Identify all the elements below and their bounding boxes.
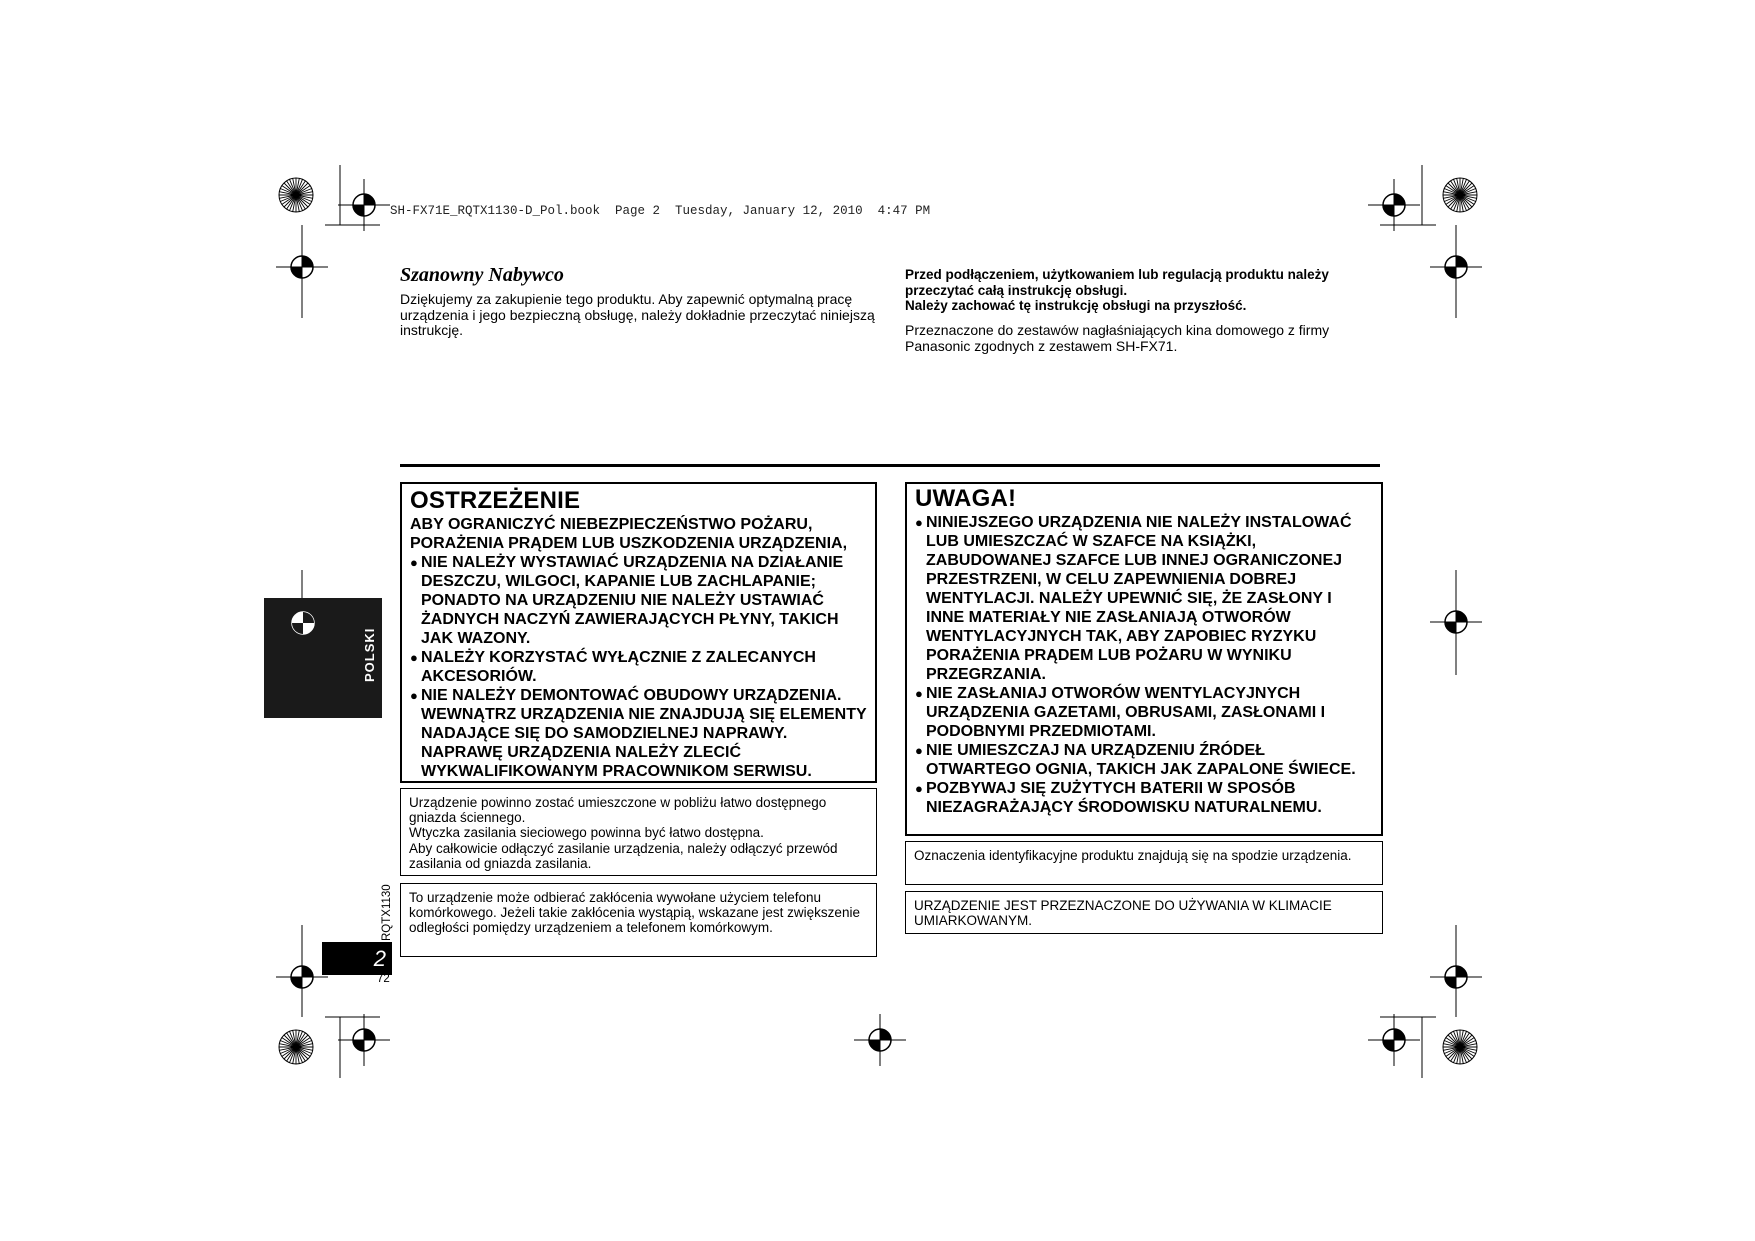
warning-body: [410, 515, 867, 781]
climate-notice-box: [905, 891, 1383, 934]
bullet-icon: ●: [410, 555, 418, 570]
preparation-bold: [905, 267, 1375, 314]
power-notice-line2: Wtyczka zasilania sieciowego powinna być łatwo dostępna.: [409, 825, 764, 841]
warning-item: ● NALEŻY KORZYSTAĆ WYŁĄCZNIE Z ZALECANYCH AKCESORIÓW.: [410, 649, 816, 685]
caution-item: ● NINIEJSZEGO URZĄDZENIA NIE NALEŻY INSTALOWAĆ LUB UMIESZCZAĆ W SZAFCE NA KSIĄŻKI, ZABUDOWANEJ SZAFCE LUB INNEJ OGRANICZONEJ PRZESTRZENI, W CELU ZAPEWNIENIA DOBREJ WENTYLACJI. NALEŻY UPEWNIĆ SIĘ, ŻE ZASŁONY I INNE MATERIAŁY NIE ZASŁANIAJĄ OTWORÓW WENTYLACYJNYCH TAK, ABY ZAPOBIEC RYZYKU PORAŻENIA PRĄDEM LUB POŻARU W WYNIKU PRZEGRZANIA.: [915, 514, 1352, 683]
bullet-icon: ●: [410, 650, 418, 665]
side-tab-reg-icon: [290, 610, 316, 636]
bullet-icon: ●: [410, 688, 418, 703]
caution-item: ● NIE UMIESZCZAJ NA URZĄDZENIU ŹRÓDEŁ OTWARTEGO OGNIA, TAKICH JAK ZAPALONE ŚWIECE.: [915, 742, 1356, 778]
intro-text: Dziękujemy za zakupienie tego produktu. Aby zapewnić optymalną pracę urządzenia i jego bezpieczną obsługę, należy dokładnie przeczytać niniejszą instrukcję.: [400, 291, 875, 338]
phone-notice-box: [400, 883, 877, 957]
bullet-icon: ●: [915, 743, 923, 758]
intro-title: Szanowny Nabywco: [400, 264, 564, 286]
caution-body: [915, 513, 1373, 817]
warning-item: ● NIE NALEŻY DEMONTOWAĆ OBUDOWY URZĄDZENIA. WEWNĄTRZ URZĄDZENIA NIE ZNAJDUJĄ SIĘ ELEMENTY NADAJĄCE SIĘ DO SAMODZIELNEJ NAPRAWY. NAPRAWĘ URZĄDZENIA NALEŻY ZLECIĆ WYKWALIFIKOWANYM PRACOWNIKOM SERWISU.: [410, 687, 867, 780]
bullet-icon: ●: [915, 515, 923, 530]
warning-box: [400, 482, 877, 783]
caution-title: UWAGA!: [915, 485, 1017, 512]
language-label: POLSKI: [362, 627, 377, 682]
page-number: 2: [373, 946, 386, 971]
caution-item: ● NIE ZASŁANIAJ OTWORÓW WENTYLACYJNYCH URZĄDZENIA GAZETAMI, OBRUSAMI, ZASŁONAMI I PODOBNYMI PRZEDMIOTAMI.: [915, 685, 1326, 740]
preparation-text: Przeznaczone do zestawów nagłaśniających kina domowego z firmy Panasonic zgodnych z zestawem SH-FX71.: [905, 322, 1330, 354]
warning-item: ● NIE NALEŻY WYSTAWIAĆ URZĄDZENIA NA DZIAŁANIE DESZCZU, WILGOCI, KAPANIE LUB ZACHLAPANIE; PONADTO NA URZĄDZENIU NIE NALEŻY USTAWIAĆ ŻADNYCH NACZYŃ ZAWIERAJĄCYCH PŁYNY, TAKICH JAK WAZONY.: [410, 554, 844, 647]
warning-title: OSTRZEŻENIE: [410, 487, 581, 514]
printer-header: SH-FX71E_RQTX1130-D_Pol.book Page 2 Tuesday, January 12, 2010 4:47 PM: [390, 204, 931, 218]
section-divider: [400, 464, 1380, 467]
bullet-icon: ●: [915, 686, 923, 701]
model-code: RQTX1130: [381, 884, 393, 941]
identification-notice-box: [905, 841, 1383, 885]
bullet-icon: ●: [915, 781, 923, 796]
phone-notice-text: To urządzenie może odbierać zakłócenia wywołane użyciem telefonu komórkowego. Jeżeli takie zakłócenia wystąpią, wskazane jest zwiększenie odległości pomiędzy urządzeniem a telefonem komórkowym.: [409, 890, 860, 936]
warning-intro: ABY OGRANICZYĆ NIEBEZPIECZEŃSTWO POŻARU, PORAŻENIA PRĄDEM LUB USZKODZENIA URZĄDZENIA,: [410, 516, 848, 552]
caution-item: ● POZBYWAJ SIĘ ZUŻYTYCH BATERII W SPOSÓB NIEZAGRAŻAJĄCY ŚRODOWISKU NATURALNEMU.: [915, 780, 1322, 816]
preparation-bold-line2: Należy zachować tę instrukcję obsługi na przyszłość.: [905, 298, 1247, 313]
preparation-bold-line1: Przed podłączeniem, użytkowaniem lub regulacją produktu należy przeczytać całą instrukcję obsługi.: [905, 267, 1329, 298]
power-notice-line3: Aby całkowicie odłączyć zasilanie urządzenia, należy odłączyć przewód zasilania od gniazda zasilania.: [409, 840, 838, 871]
climate-notice-text: URZĄDZENIE JEST PRZEZNACZONE DO UŻYWANIA W KLIMACIE UMIARKOWANYM.: [914, 898, 1332, 929]
page-sub-number: 72: [377, 973, 390, 985]
power-notice-line1: Urządzenie powinno zostać umieszczone w pobliżu łatwo dostępnego gniazda ściennego.: [409, 795, 827, 826]
caution-box: [905, 482, 1383, 836]
power-notice-box: [400, 788, 877, 876]
identification-notice-text: Oznaczenia identyfikacyjne produktu znajdują się na spodzie urządzenia.: [914, 848, 1352, 863]
